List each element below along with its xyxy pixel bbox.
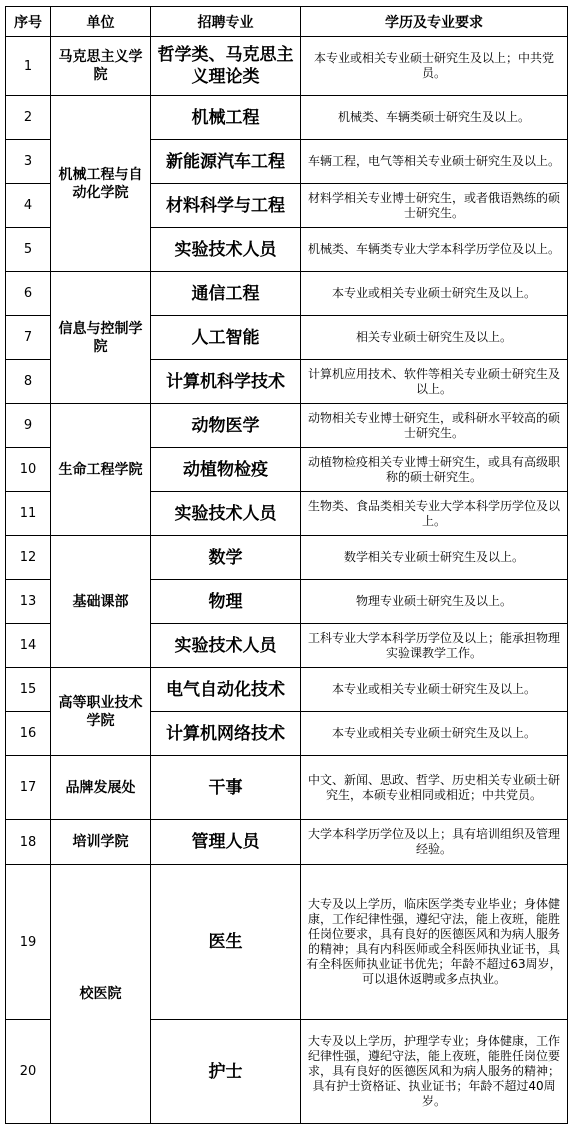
major-cell: 计算机网络技术 bbox=[151, 712, 301, 756]
requirement-cell: 动物相关专业博士研究生，或科研水平较高的硕士研究生。 bbox=[301, 404, 568, 448]
row-number: 15 bbox=[6, 668, 51, 712]
row-number: 19 bbox=[6, 865, 51, 1020]
requirement-cell: 大专及以上学历，临床医学类专业毕业；身体健康，工作纪律性强，遵纪守法，能上夜班，能胜任岗位要求，具有良好的医德医风和为病人服务的精神；具有内科医师或全科医师执业证书，具有全科医师执业证书优先；年龄不超过63周岁，可以退休返聘或多点执业。 bbox=[301, 865, 568, 1020]
major-cell: 动植物检疫 bbox=[151, 448, 301, 492]
unit-cell: 基础课部 bbox=[51, 536, 151, 668]
recruitment-table bbox=[5, 6, 568, 1124]
requirement-cell: 相关专业硕士研究生及以上。 bbox=[301, 316, 568, 360]
major-cell: 物理 bbox=[151, 580, 301, 624]
major-cell: 机械工程 bbox=[151, 96, 301, 140]
header-unit: 单位 bbox=[51, 7, 151, 37]
row-number: 10 bbox=[6, 448, 51, 492]
header-major: 招聘专业 bbox=[151, 7, 301, 37]
table-row bbox=[6, 37, 568, 96]
row-number: 14 bbox=[6, 624, 51, 668]
requirement-cell: 机械类、车辆类专业大学本科学历学位及以上。 bbox=[301, 228, 568, 272]
major-cell: 护士 bbox=[151, 1020, 301, 1124]
row-number: 11 bbox=[6, 492, 51, 536]
table-row bbox=[6, 756, 568, 820]
row-number: 16 bbox=[6, 712, 51, 756]
major-cell: 实验技术人员 bbox=[151, 492, 301, 536]
row-number: 8 bbox=[6, 360, 51, 404]
requirement-cell: 车辆工程，电气等相关专业硕士研究生及以上。 bbox=[301, 140, 568, 184]
unit-cell: 培训学院 bbox=[51, 820, 151, 865]
requirement-cell: 工科专业大学本科学历学位及以上；能承担物理实验课教学工作。 bbox=[301, 624, 568, 668]
requirement-cell: 大学本科学历学位及以上；具有培训组织及管理经验。 bbox=[301, 820, 568, 865]
header-row bbox=[6, 7, 568, 37]
major-cell: 数学 bbox=[151, 536, 301, 580]
major-cell: 干事 bbox=[151, 756, 301, 820]
major-cell: 新能源汽车工程 bbox=[151, 140, 301, 184]
requirement-cell: 机械类、车辆类硕士研究生及以上。 bbox=[301, 96, 568, 140]
unit-cell: 生命工程学院 bbox=[51, 404, 151, 536]
major-cell: 哲学类、马克思主义理论类 bbox=[151, 37, 301, 96]
row-number: 2 bbox=[6, 96, 51, 140]
major-cell: 管理人员 bbox=[151, 820, 301, 865]
header-no: 序号 bbox=[6, 7, 51, 37]
row-number: 1 bbox=[6, 37, 51, 96]
major-cell: 通信工程 bbox=[151, 272, 301, 316]
header-requirement: 学历及专业要求 bbox=[301, 7, 568, 37]
requirement-cell: 大专及以上学历，护理学专业；身体健康，工作纪律性强，遵纪守法，能上夜班，能胜任岗位要求，具有良好的医德医风和为病人服务的精神；具有护士资格证、执业证书；年龄不超过40周岁。 bbox=[301, 1020, 568, 1124]
row-number: 17 bbox=[6, 756, 51, 820]
requirement-cell: 生物类、食品类相关专业大学本科学历学位及以上。 bbox=[301, 492, 568, 536]
row-number: 9 bbox=[6, 404, 51, 448]
major-cell: 动物医学 bbox=[151, 404, 301, 448]
table-row bbox=[6, 96, 568, 140]
row-number: 18 bbox=[6, 820, 51, 865]
row-number: 12 bbox=[6, 536, 51, 580]
unit-cell: 品牌发展处 bbox=[51, 756, 151, 820]
major-cell: 人工智能 bbox=[151, 316, 301, 360]
row-number: 20 bbox=[6, 1020, 51, 1124]
major-cell: 电气自动化技术 bbox=[151, 668, 301, 712]
major-cell: 材料科学与工程 bbox=[151, 184, 301, 228]
unit-cell: 马克思主义学院 bbox=[51, 37, 151, 96]
requirement-cell: 本专业或相关专业硕士研究生及以上。 bbox=[301, 272, 568, 316]
requirement-cell: 数学相关专业硕士研究生及以上。 bbox=[301, 536, 568, 580]
table-row bbox=[6, 272, 568, 316]
row-number: 5 bbox=[6, 228, 51, 272]
requirement-cell: 材料学相关专业博士研究生，或者俄语熟练的硕士研究生。 bbox=[301, 184, 568, 228]
requirement-cell: 本专业或相关专业硕士研究生及以上。 bbox=[301, 668, 568, 712]
requirement-cell: 计算机应用技术、软件等相关专业硕士研究生及以上。 bbox=[301, 360, 568, 404]
major-cell: 实验技术人员 bbox=[151, 624, 301, 668]
table-row bbox=[6, 668, 568, 712]
requirement-cell: 物理专业硕士研究生及以上。 bbox=[301, 580, 568, 624]
requirement-cell: 中文、新闻、思政、哲学、历史相关专业硕士研究生，本硕专业相同或相近；中共党员。 bbox=[301, 756, 568, 820]
unit-cell: 高等职业技术学院 bbox=[51, 668, 151, 756]
requirement-cell: 本专业或相关专业硕士研究生及以上。 bbox=[301, 712, 568, 756]
unit-cell: 信息与控制学院 bbox=[51, 272, 151, 404]
row-number: 13 bbox=[6, 580, 51, 624]
requirement-cell: 动植物检疫相关专业博士研究生，或具有高级职称的硕士研究生。 bbox=[301, 448, 568, 492]
major-cell: 计算机科学技术 bbox=[151, 360, 301, 404]
table-row bbox=[6, 820, 568, 865]
requirement-cell: 本专业或相关专业硕士研究生及以上；中共党员。 bbox=[301, 37, 568, 96]
table-row bbox=[6, 865, 568, 1020]
row-number: 6 bbox=[6, 272, 51, 316]
table-row bbox=[6, 404, 568, 448]
row-number: 4 bbox=[6, 184, 51, 228]
unit-cell: 校医院 bbox=[51, 865, 151, 1124]
row-number: 7 bbox=[6, 316, 51, 360]
major-cell: 医生 bbox=[151, 865, 301, 1020]
unit-cell: 机械工程与自动化学院 bbox=[51, 96, 151, 272]
row-number: 3 bbox=[6, 140, 51, 184]
major-cell: 实验技术人员 bbox=[151, 228, 301, 272]
table-row bbox=[6, 536, 568, 580]
